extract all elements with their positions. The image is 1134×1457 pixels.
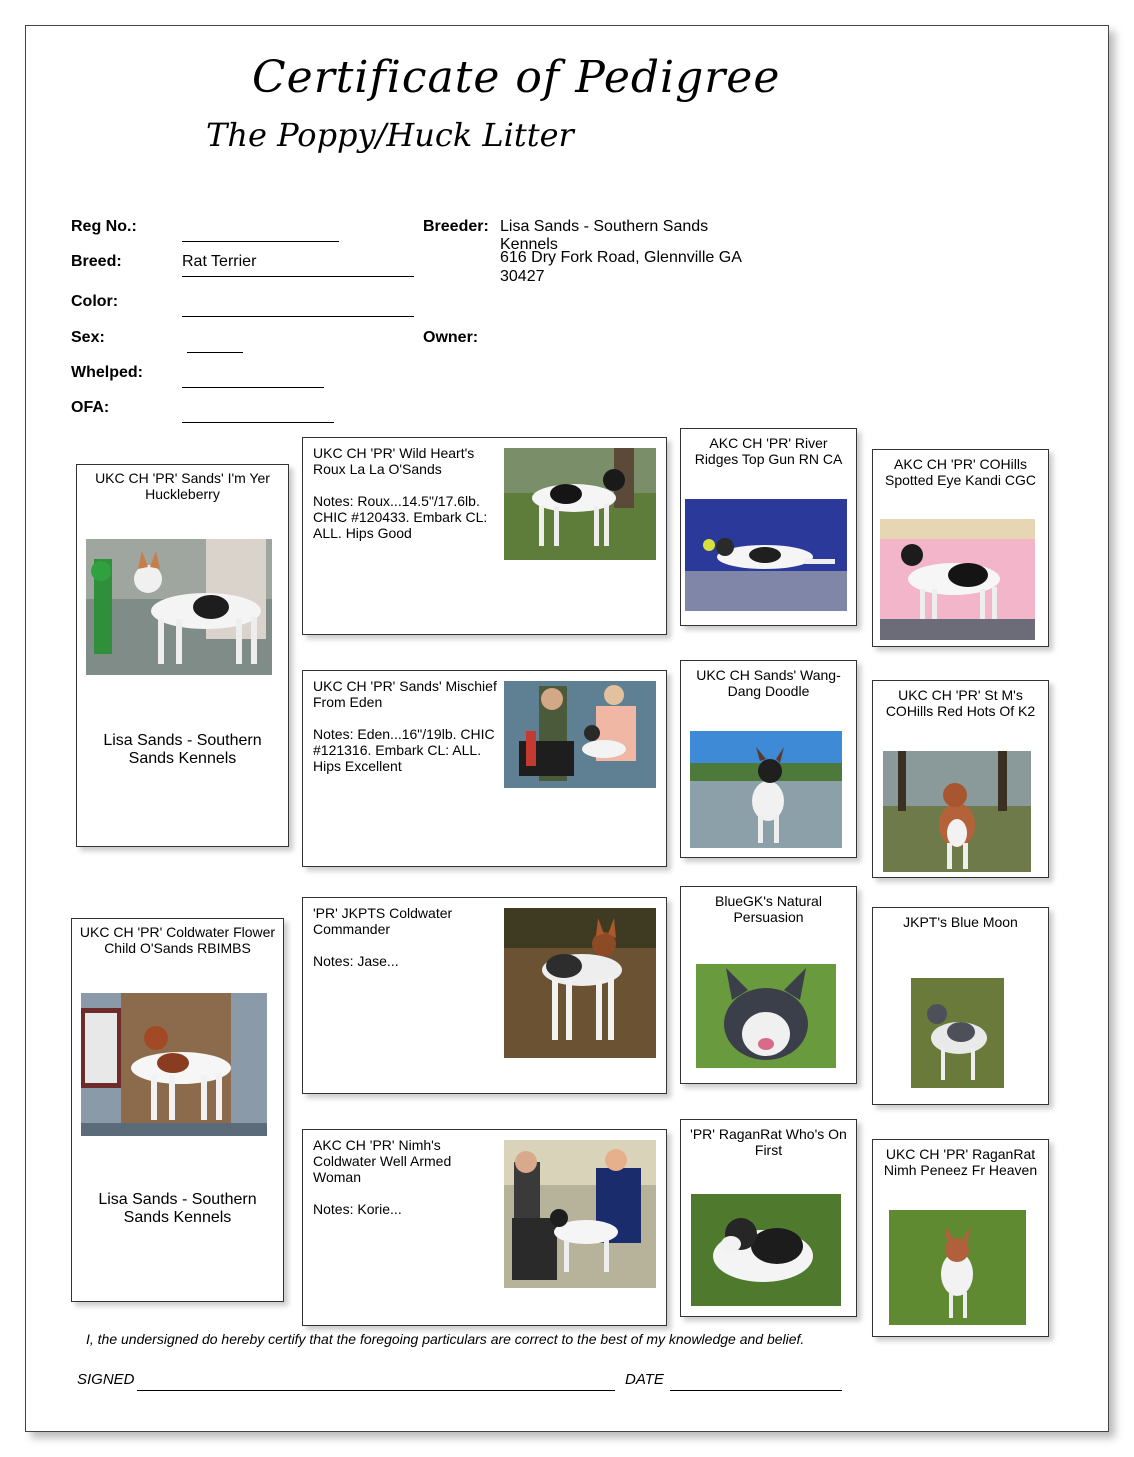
gen2-notes-1: Notes: Roux...14.5"/17.6lb. CHIC #120433. Embark CL: ALL. Hips Good	[313, 493, 488, 541]
gen2-card-1	[302, 437, 667, 635]
gen3b-card-4	[872, 1139, 1049, 1337]
gen2-photo-1	[504, 448, 656, 560]
gen3a-card-3	[680, 886, 857, 1084]
gen3b-name-1: AKC CH 'PR' COHills Spotted Eye Kandi CGC	[885, 456, 1036, 488]
gen3b-photo-4	[889, 1210, 1026, 1325]
sex-label: Sex:	[71, 329, 105, 346]
breed-label: Breed:	[71, 253, 122, 270]
color-label: Color:	[71, 293, 119, 310]
certificate-title: Certificate of Pedigree	[252, 52, 781, 103]
gen2-photo-4	[504, 1140, 656, 1288]
gen3a-card-1	[680, 428, 857, 626]
gen2-name-3: 'PR' JKPTS Coldwater Commander	[313, 905, 453, 937]
reg-no-label: Reg No.:	[71, 218, 137, 235]
date-label: DATE	[625, 1371, 664, 1388]
dam-kennel: Lisa Sands - Southern Sands Kennels	[98, 1191, 257, 1226]
ofa-field[interactable]	[182, 422, 334, 423]
gen3b-card-2	[872, 680, 1049, 878]
gen3a-card-4	[680, 1119, 857, 1317]
gen2-photo-2	[504, 681, 656, 788]
breed-value: Rat Terrier	[182, 253, 257, 270]
color-field[interactable]	[182, 316, 414, 317]
breeder-name: Lisa Sands - Southern Sands Kennels	[500, 218, 709, 253]
sire-kennel: Lisa Sands - Southern Sands Kennels	[103, 732, 262, 767]
gen2-notes-2: Notes: Eden...16"/19lb. CHIC #121316. Embark CL: ALL. Hips Excellent	[313, 726, 495, 774]
gen3b-name-2: UKC CH 'PR' St M's COHills Red Hots Of K2	[885, 687, 1036, 719]
gen2-photo-3	[504, 908, 656, 1058]
gen3b-photo-3	[911, 978, 1004, 1088]
gen2-name-4: AKC CH 'PR' Nimh's Coldwater Well Armed Woman	[313, 1137, 452, 1185]
signature-line[interactable]	[137, 1390, 615, 1391]
gen3b-name-3: JKPT's Blue Moon	[903, 914, 1018, 930]
gen3a-photo-2	[690, 731, 842, 848]
gen2-notes-4: Notes: Korie...	[313, 1201, 402, 1217]
gen3a-name-4: 'PR' RaganRat Who's On First	[690, 1126, 847, 1158]
gen3a-card-2	[680, 660, 857, 858]
gen2-card-3	[302, 897, 667, 1094]
gen3a-photo-4	[691, 1194, 841, 1306]
owner-label: Owner:	[423, 329, 479, 346]
dam-photo	[81, 993, 267, 1136]
breeder-label: Breeder:	[423, 218, 489, 235]
breed-field[interactable]	[182, 276, 414, 277]
gen3b-card-3	[872, 907, 1049, 1105]
date-line[interactable]	[670, 1390, 842, 1391]
dam-name: UKC CH 'PR' Coldwater Flower Child O'Sands RBIMBS	[79, 924, 276, 956]
gen3b-card-1	[872, 449, 1049, 647]
ofa-label: OFA:	[71, 399, 110, 416]
gen2-notes-3: Notes: Jase...	[313, 953, 399, 969]
gen3a-name-3: BlueGK's Natural Persuasion	[715, 893, 822, 925]
litter-subtitle: The Poppy/Huck Litter	[206, 116, 574, 154]
sire-card	[76, 464, 289, 847]
gen3a-name-2: UKC CH Sands' Wang-Dang Doodle	[696, 667, 841, 699]
certification-statement: I, the undersigned do hereby certify that the foregoing particulars are correct to the best of my knowledge and belief.	[86, 1331, 805, 1347]
gen2-card-2	[302, 670, 667, 867]
gen3a-name-1: AKC CH 'PR' River Ridges Top Gun RN CA	[694, 435, 843, 467]
gen2-name-2: UKC CH 'PR' Sands' Mischief From Eden	[313, 678, 497, 710]
sex-field[interactable]	[187, 352, 243, 353]
sire-name: UKC CH 'PR' Sands' I'm Yer Huckleberry	[95, 470, 270, 502]
whelped-field[interactable]	[182, 387, 324, 388]
reg-no-field[interactable]	[182, 241, 339, 242]
gen3b-photo-2	[883, 751, 1031, 872]
gen3a-photo-3	[696, 964, 836, 1068]
breeder-address: 616 Dry Fork Road, Glennville GA 30427	[500, 249, 741, 285]
sire-photo	[86, 539, 272, 675]
dam-card	[71, 918, 284, 1302]
gen2-name-1: UKC CH 'PR' Wild Heart's Roux La La O'Sands	[313, 445, 475, 477]
whelped-label: Whelped:	[71, 364, 143, 381]
gen2-card-4	[302, 1129, 667, 1326]
gen3a-photo-1	[685, 499, 847, 611]
gen3b-photo-1	[880, 519, 1035, 640]
gen3b-name-4: UKC CH 'PR' RaganRat Nimh Peneez Fr Heaven	[883, 1146, 1038, 1178]
signed-label: SIGNED	[77, 1371, 135, 1388]
